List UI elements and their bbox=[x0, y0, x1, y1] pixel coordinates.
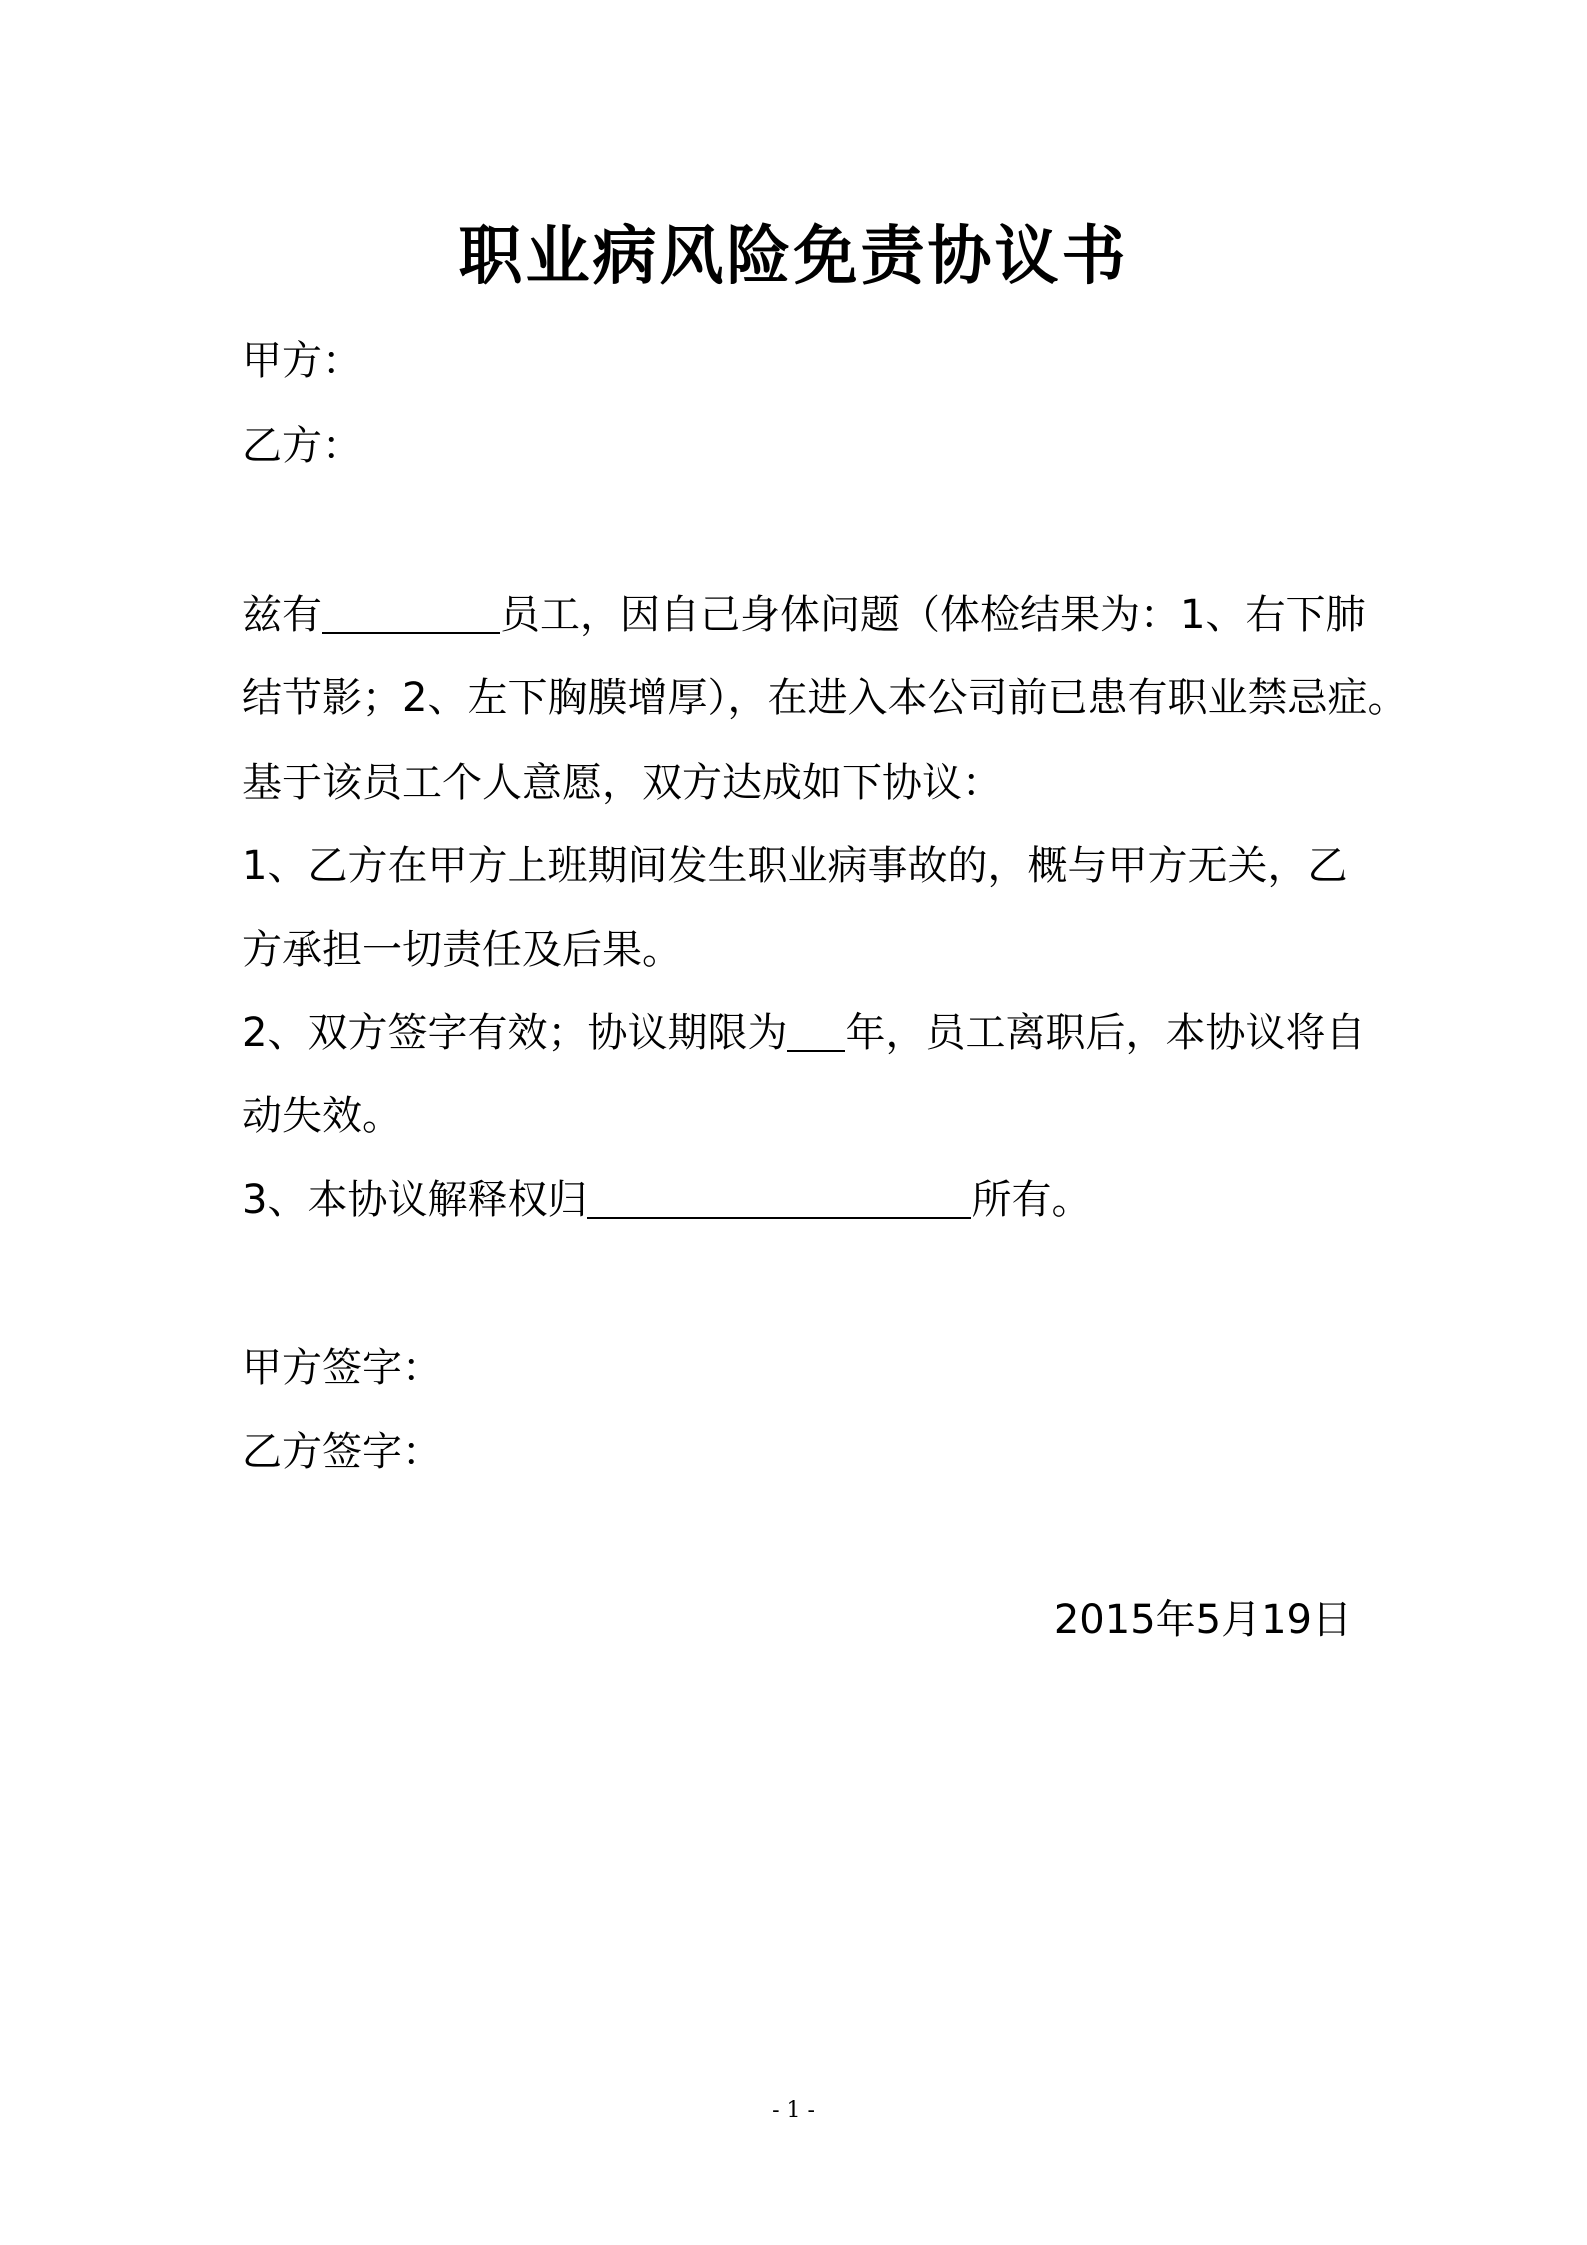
document-date: 2015年5月19日 bbox=[1053, 1597, 1352, 1643]
paragraph-line-3: 基于该员工个人意愿，双方达成如下协议： bbox=[242, 760, 1002, 806]
text-segment: 3、本协议解释权归 bbox=[242, 1177, 588, 1223]
text-segment: 员工，因自己身体问题（体检结果为：1、右下肺 bbox=[500, 592, 1366, 638]
party-b-label: 乙方： bbox=[242, 423, 362, 469]
clause-2-line-1 bbox=[242, 1005, 1365, 1061]
page-number: - 1 - bbox=[772, 2098, 815, 2123]
document-title: 职业病风险免责协议书 bbox=[458, 220, 1129, 294]
party-a-signature-label: 甲方签字： bbox=[242, 1345, 442, 1391]
interpretation-owner-blank bbox=[587, 1177, 971, 1219]
term-years-blank bbox=[787, 1010, 845, 1052]
text-segment: 年，员工离职后，本协议将自 bbox=[845, 1010, 1366, 1056]
clause-1-line-1: 1、乙方在甲方上班期间发生职业病事故的，概与甲方无关，乙 bbox=[242, 843, 1348, 889]
paragraph-line-2: 结节影；2、左下胸膜增厚），在进入本公司前已患有职业禁忌症。 bbox=[242, 675, 1408, 721]
party-a-label: 甲方： bbox=[242, 338, 362, 384]
party-b-signature-label: 乙方签字： bbox=[242, 1429, 442, 1475]
paragraph-line-1 bbox=[242, 587, 1365, 643]
clause-3-line bbox=[242, 1172, 1091, 1228]
clause-2-line-2: 动失效。 bbox=[242, 1093, 402, 1139]
text-segment: 2、双方签字有效；协议期限为 bbox=[242, 1010, 788, 1056]
clause-1-line-2: 方承担一切责任及后果。 bbox=[242, 927, 682, 973]
text-segment: 兹有 bbox=[242, 592, 322, 638]
text-segment: 所有。 bbox=[971, 1177, 1092, 1223]
employee-name-blank bbox=[322, 592, 500, 634]
